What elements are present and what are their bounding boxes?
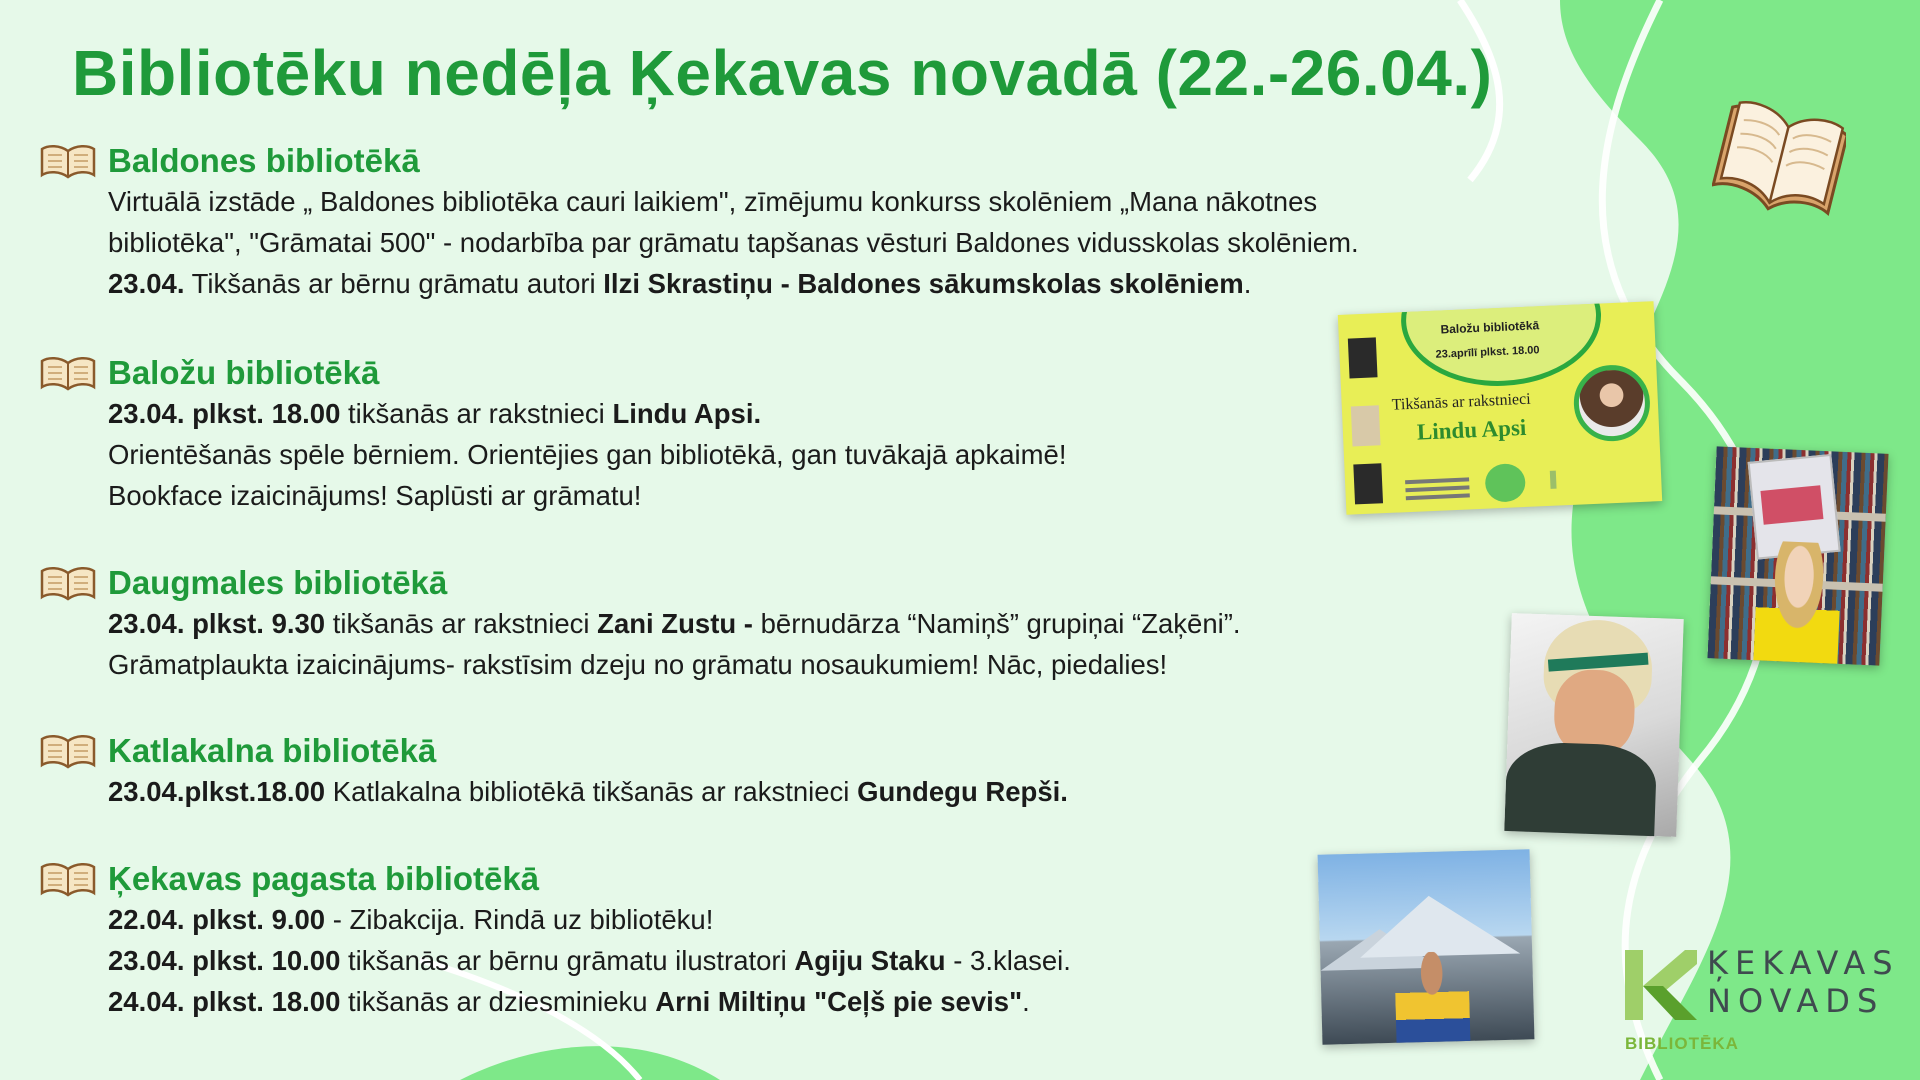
poster-badge — [1484, 463, 1526, 503]
event-line — [108, 603, 1241, 644]
event-line-text: tikšanās ar bērnu grāmatu ilustratori — [340, 945, 795, 976]
event-line — [108, 181, 1359, 222]
event-line-text: Orientēšanās spēle bērniem. Orientējies gan bibliotēkā, gan tuvākajā apkaimē! — [108, 439, 1067, 470]
logo-subtitle: BIBLIOTĒKA — [1625, 1034, 1739, 1053]
section-header — [40, 141, 1359, 181]
event-line-bold: 22.04. plkst. 9.00 — [108, 904, 326, 935]
event-line-text: Katlakalna bibliotēkā tikšanās ar rakstnieci — [325, 776, 858, 807]
section-title: Katlakalna bibliotēkā — [108, 732, 437, 769]
section-title: Daugmales bibliotēkā — [108, 564, 448, 601]
photo-bookface-reader — [1707, 446, 1888, 665]
poster-author-name: Lindu Apsi — [1416, 414, 1527, 445]
open-book-icon — [40, 861, 96, 897]
section-balozu — [40, 353, 1066, 516]
event-line — [108, 393, 1066, 434]
open-book-icon — [40, 143, 96, 179]
section-lines — [108, 603, 1241, 685]
event-line — [108, 940, 1071, 981]
event-line — [108, 771, 1068, 812]
poster-library-name: Baložu bibliotēkā — [1440, 318, 1540, 337]
photo-mountain-songwriter — [1318, 849, 1535, 1044]
open-book-icon — [40, 355, 96, 391]
event-line-text: - 3.klasei. — [945, 945, 1071, 976]
open-book-icon — [40, 565, 96, 601]
section-lines — [108, 771, 1068, 812]
event-line-text: tikšanās ar dziesminieku — [340, 986, 656, 1017]
event-line-bold: Lindu Apsi. — [612, 398, 762, 429]
event-line-bold: Ilzi Skrastiņu - Baldones sākumskolas skolēniem — [603, 268, 1244, 299]
logo-word-kekavas: ĶEKAVAS — [1707, 944, 1900, 982]
poster-logo — [1550, 468, 1617, 489]
event-line-bold: 23.04. — [108, 268, 185, 299]
event-line-text: bibliotēka", "Grāmatai 500" - nodarbība par grāmatu tapšanas vēsturi Baldones vidusskolas skolēniem. — [108, 227, 1359, 258]
section-title: Ķekavas pagasta bibliotēkā — [108, 860, 540, 897]
event-line-text: - Zibakcija. Rindā uz bibliotēku! — [325, 904, 714, 935]
event-line — [108, 981, 1071, 1022]
event-line-bold: 23.04. plkst. 9.30 — [108, 608, 326, 639]
portrait-body — [1504, 741, 1657, 837]
event-line-bold: 23.04. plkst. 10.00 — [108, 945, 341, 976]
section-header — [40, 731, 1068, 771]
poster-book-cover — [1348, 337, 1378, 378]
k-logo-mark-icon — [1625, 950, 1697, 1020]
section-lines — [108, 899, 1071, 1022]
poster-book-cover — [1353, 463, 1383, 504]
event-line-bold: 24.04. plkst. 18.00 — [108, 986, 341, 1017]
poster-address — [1405, 477, 1469, 484]
section-header — [40, 353, 1066, 393]
open-book-illustration — [1712, 100, 1846, 230]
section-header — [40, 859, 1071, 899]
event-line-bold: 23.04.plkst.18.00 — [108, 776, 326, 807]
event-line-bold: Zani Zustu - — [597, 608, 753, 639]
section-baldones — [40, 141, 1359, 304]
event-line-text: Grāmatplaukta izaicinājums- rakstīsim dzeju no grāmatu nosaukumiem! Nāc, piedalies! — [108, 649, 1168, 680]
open-book-icon — [40, 733, 96, 769]
event-line — [108, 899, 1071, 940]
kekavas-novads-logo — [1625, 944, 1900, 1060]
mountain-peak — [1359, 894, 1521, 958]
event-line-text: bērnudārza “Namiņš” grupiņai “Zaķēni”. — [752, 608, 1241, 639]
logo-word-novads: NOVADS — [1707, 982, 1885, 1020]
event-line-bold: Gundegu Repši. — [857, 776, 1068, 807]
event-line-text: . — [1022, 986, 1030, 1017]
event-line-text: tikšanās ar rakstnieci — [325, 608, 598, 639]
reader-person — [1753, 540, 1842, 665]
event-line — [108, 475, 1066, 516]
event-line-bold: Agiju Staku — [794, 945, 946, 976]
event-line-bold: Arni Miltiņu "Ceļš pie sevis" — [655, 986, 1023, 1017]
section-lines — [108, 181, 1359, 304]
event-line — [108, 263, 1359, 304]
event-line — [108, 434, 1066, 475]
page-title: Bibliotēku nedēļa Ķekavas novadā (22.-26.04.) — [72, 37, 1493, 109]
photo-author-portrait — [1504, 613, 1684, 837]
section-daugmales — [40, 563, 1241, 685]
poster-date: 23.aprīlī plkst. 18.00 — [1435, 344, 1540, 361]
songwriter-person — [1394, 951, 1470, 1045]
event-line-text: tikšanās ar rakstnieci — [340, 398, 613, 429]
poster-author-portrait — [1572, 363, 1651, 442]
event-line-text: . — [1243, 268, 1252, 299]
section-lines — [108, 393, 1066, 516]
event-line-bold: 23.04. plkst. 18.00 — [108, 398, 341, 429]
poster-meeting-text: Tikšanās ar rakstnieci — [1391, 390, 1531, 414]
section-title: Baložu bibliotēkā — [108, 354, 380, 391]
section-title: Baldones bibliotēkā — [108, 142, 420, 179]
section-header — [40, 563, 1241, 603]
event-line-text: Tikšanās ar bērnu grāmatu autori — [184, 268, 604, 299]
event-line-text: Bookface izaicinājums! Saplūsti ar grāmatu! — [108, 480, 642, 511]
section-katlakalna — [40, 731, 1068, 812]
event-line — [108, 644, 1241, 685]
poster-book-cover — [1351, 405, 1381, 446]
event-line-text: Virtuālā izstāde „ Baldones bibliotēka cauri laikiem", zīmējumu konkurss skolēniem „Mana nākotnes — [108, 186, 1318, 217]
section-kekavas-pagasta — [40, 859, 1071, 1022]
event-poster-balozu — [1338, 301, 1662, 515]
event-line — [108, 222, 1359, 263]
green-blob-bottom — [460, 1046, 720, 1080]
